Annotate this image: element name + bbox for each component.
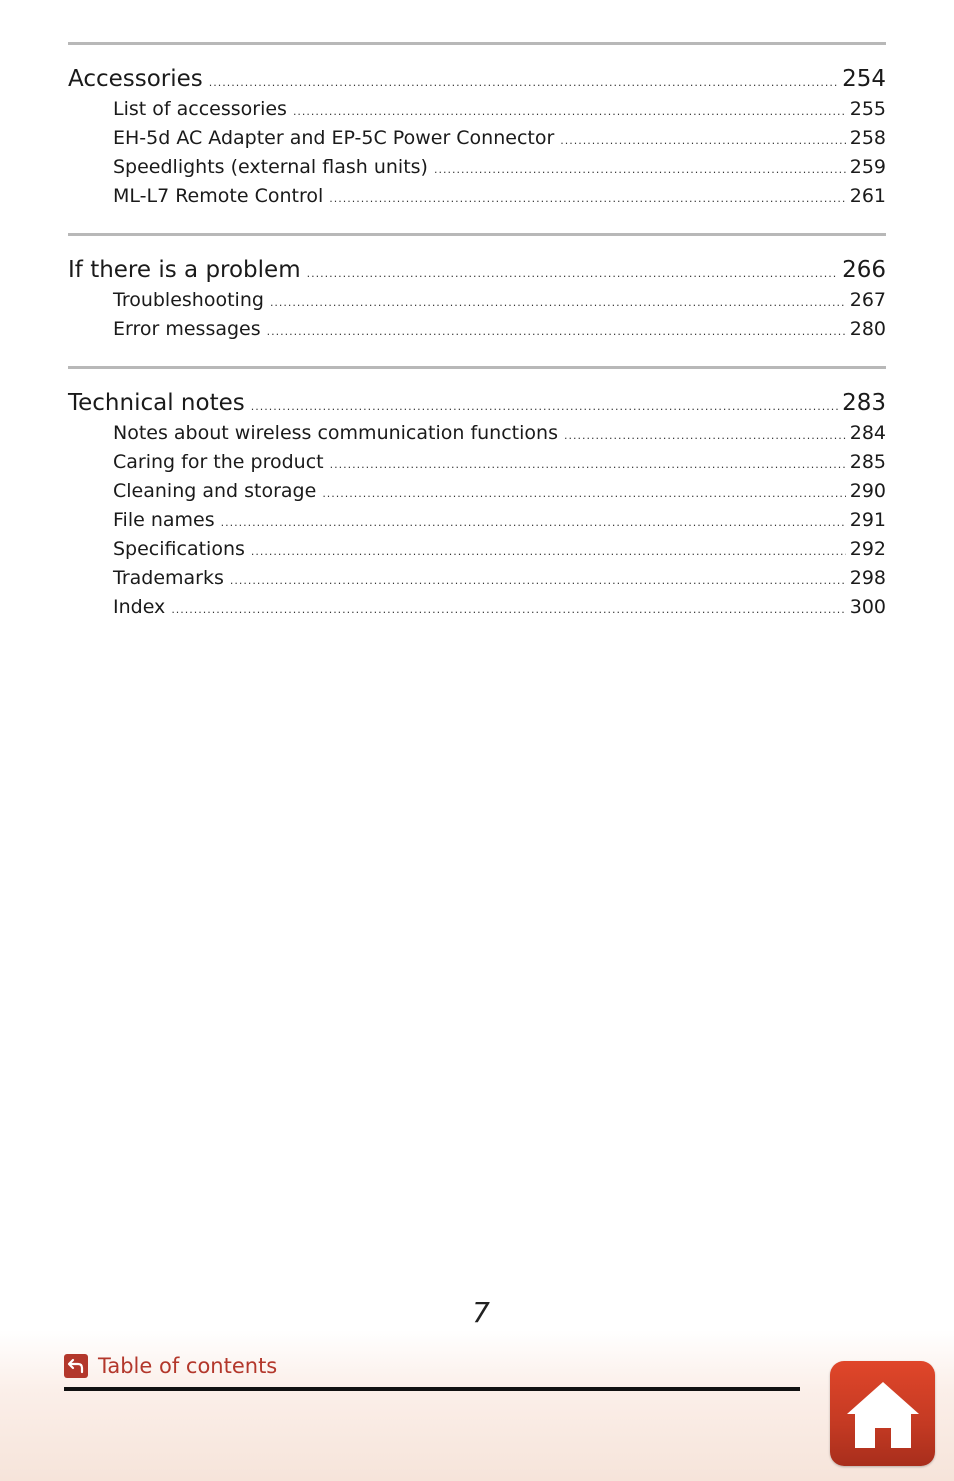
- toc-entry-title: Caring for the product: [113, 451, 324, 473]
- toc-entry-title: Trademarks: [113, 567, 224, 589]
- home-button[interactable]: [830, 1361, 935, 1466]
- table-of-contents-label: Table of contents: [98, 1354, 278, 1378]
- toc-entry-page: 298: [849, 567, 886, 589]
- toc-entry[interactable]: [68, 448, 886, 477]
- dot-leader: [209, 67, 838, 99]
- toc-entry-title: ML-L7 Remote Control: [113, 185, 324, 207]
- dot-leader: [267, 317, 846, 346]
- dot-leader: [251, 537, 846, 566]
- dot-leader: [171, 595, 845, 624]
- toc-entry-title: Speedlights (external flash units): [113, 156, 428, 178]
- toc-entry-page: 261: [849, 185, 886, 207]
- toc-entry-title: Accessories: [68, 66, 203, 92]
- toc-entry[interactable]: [68, 153, 886, 182]
- toc-entry[interactable]: [68, 477, 886, 506]
- toc-entry-page: 254: [842, 66, 886, 92]
- toc-entry[interactable]: [68, 564, 886, 593]
- dot-leader: [564, 421, 846, 450]
- toc-entry-title: File names: [113, 509, 215, 531]
- dot-leader: [329, 184, 845, 213]
- toc-entry-page: 266: [842, 257, 886, 283]
- dot-leader: [230, 566, 846, 595]
- toc-entry-title: List of accessories: [113, 98, 287, 120]
- toc-entry-title: Cleaning and storage: [113, 480, 317, 502]
- footer-band: [0, 1330, 954, 1481]
- toc-entry[interactable]: [68, 535, 886, 564]
- toc-section-technical-notes: [68, 366, 886, 622]
- toc-entry[interactable]: [68, 593, 886, 622]
- dot-leader: [322, 479, 845, 508]
- toc-entry-page: 292: [849, 538, 886, 560]
- toc-entry-page: 283: [842, 390, 886, 416]
- toc-entry-page: 258: [849, 127, 886, 149]
- toc-entry-page: 290: [849, 480, 886, 502]
- toc-entry-title: Notes about wireless communication functions: [113, 422, 558, 444]
- toc-entry[interactable]: [68, 286, 886, 315]
- table-of-contents: [68, 42, 886, 622]
- toc-entry[interactable]: [68, 506, 886, 535]
- table-of-contents-link[interactable]: [64, 1354, 277, 1378]
- toc-entry-page: 267: [849, 289, 886, 311]
- footer-divider: [64, 1387, 800, 1391]
- toc-entry-title: Specifications: [113, 538, 245, 560]
- toc-entry-title: Error messages: [113, 318, 261, 340]
- home-icon: [841, 1372, 925, 1456]
- toc-entry-major[interactable]: [68, 254, 886, 286]
- dot-leader: [293, 97, 846, 126]
- toc-section-if-there-is-a-problem: [68, 233, 886, 344]
- dot-leader: [221, 508, 846, 537]
- toc-entry[interactable]: [68, 182, 886, 211]
- toc-entry-title: Troubleshooting: [113, 289, 264, 311]
- toc-section-accessories: [68, 42, 886, 211]
- toc-entry-page: 255: [849, 98, 886, 120]
- toc-entry-page: 280: [849, 318, 886, 340]
- toc-entry-title: EH-5d AC Adapter and EP-5C Power Connector: [113, 127, 555, 149]
- toc-entry-page: 285: [849, 451, 886, 473]
- toc-entry-page: 300: [849, 596, 886, 618]
- dot-leader: [270, 288, 846, 317]
- back-arrow-icon: [64, 1354, 88, 1378]
- toc-entry-title: Index: [113, 596, 166, 618]
- dot-leader: [434, 155, 846, 184]
- toc-entry[interactable]: [68, 95, 886, 124]
- toc-entry[interactable]: [68, 315, 886, 344]
- toc-entry-major[interactable]: [68, 387, 886, 419]
- toc-entry-page: 284: [849, 422, 886, 444]
- toc-entry-title: If there is a problem: [68, 257, 301, 283]
- dot-leader: [560, 126, 845, 155]
- toc-entry[interactable]: [68, 124, 886, 153]
- toc-entry-major[interactable]: [68, 63, 886, 95]
- dot-leader: [330, 450, 846, 479]
- dot-leader: [307, 258, 838, 290]
- toc-entry-page: 291: [849, 509, 886, 531]
- toc-entry[interactable]: [68, 419, 886, 448]
- toc-entry-title: Technical notes: [68, 390, 245, 416]
- toc-entry-page: 259: [849, 156, 886, 178]
- page-number: 7: [472, 1296, 490, 1329]
